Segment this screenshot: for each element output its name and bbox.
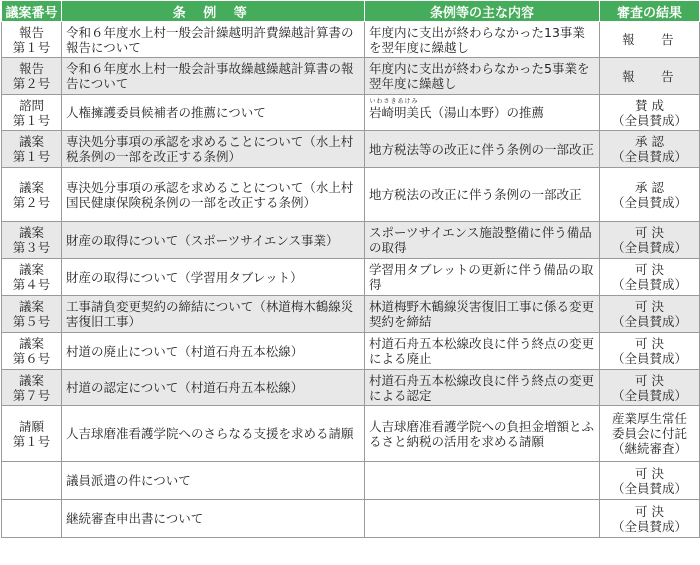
table-row: [2, 296, 700, 333]
row-result: 賛 成 （全員賛成）: [600, 95, 700, 131]
ruby-reading: いわさきあけみ: [369, 98, 419, 105]
row-result: 可 決 （全員賛成）: [600, 222, 700, 259]
row-title: 村道の廃止について（村道石舟五本松線）: [62, 333, 365, 370]
nominee-detail: 氏（湯山本野）の推薦: [419, 105, 545, 120]
row-number: 議案 第６号: [2, 333, 62, 370]
row-number: 諮問 第１号: [2, 95, 62, 131]
header-result: 審査の結果: [600, 1, 700, 22]
row-result: 可 決 （全員賛成）: [600, 500, 700, 538]
proceedings-table: [1, 0, 700, 538]
row-result: 可 決 （全員賛成）: [600, 259, 700, 296]
row-title: 議員派遣の件について: [62, 462, 365, 500]
table-row: [2, 22, 700, 58]
row-content: 林道梅野木鶴線災害復旧工事に係る変更契約を締結: [365, 296, 600, 333]
name-with-ruby: [369, 98, 420, 120]
row-result: 報 告: [600, 58, 700, 95]
row-title: 令和６年度水上村一般会計繰越明許費繰越計算書の報告について: [62, 22, 365, 58]
row-content: [365, 500, 600, 538]
table-row: [2, 222, 700, 259]
row-number: 報告 第１号: [2, 22, 62, 58]
row-title: 人権擁護委員候補者の推薦について: [62, 95, 365, 131]
row-title: 村道の認定について（村道石舟五本松線）: [62, 370, 365, 406]
row-content: 村道石舟五本松線改良に伴う終点の変更による認定: [365, 370, 600, 406]
row-result: 報 告: [600, 22, 700, 58]
table-row: [2, 500, 700, 538]
row-content: 人吉球磨准看護学院への負担金増額とふるさと納税の活用を求める請願: [365, 406, 600, 462]
row-title: 専決処分事項の承認を求めることについて（水上村国民健康保険税条例の一部を改正する条例）: [62, 168, 365, 222]
row-number: 議案 第４号: [2, 259, 62, 296]
table-row: [2, 168, 700, 222]
header-number: 議案番号: [2, 1, 62, 22]
row-title: 継続審査申出書について: [62, 500, 365, 538]
row-title: 工事請負変更契約の締結について（林道梅木鶴線災害復旧工事）: [62, 296, 365, 333]
row-content: 年度内に支出が終わらなかった13事業を翌年度に繰越し: [365, 22, 600, 58]
row-content: 学習用タブレットの更新に伴う備品の取得: [365, 259, 600, 296]
row-number: 議案 第１号: [2, 131, 62, 168]
row-result: 可 決 （全員賛成）: [600, 370, 700, 406]
row-number: 議案 第３号: [2, 222, 62, 259]
row-content: 村道石舟五本松線改良に伴う終点の変更による廃止: [365, 333, 600, 370]
row-result: 可 決 （全員賛成）: [600, 296, 700, 333]
row-title: 人吉球磨准看護学院へのさらなる支援を求める請願: [62, 406, 365, 462]
header-content: 条例等の主な内容: [365, 1, 600, 22]
row-content: 地方税法の改正に伴う条例の一部改正: [365, 168, 600, 222]
row-number: 議案 第２号: [2, 168, 62, 222]
nominee-name: 岩崎明美: [369, 105, 420, 120]
row-content: [365, 95, 600, 131]
row-result: 可 決 （全員賛成）: [600, 333, 700, 370]
row-result: 可 決 （全員賛成）: [600, 462, 700, 500]
row-number: [2, 462, 62, 500]
row-number: [2, 500, 62, 538]
row-title: 令和６年度水上村一般会計事故繰越繰越計算書の報告について: [62, 58, 365, 95]
table-row: [2, 131, 700, 168]
row-result: 承 認 （全員賛成）: [600, 131, 700, 168]
table-row: [2, 462, 700, 500]
row-content: 年度内に支出が終わらなかった5事業を翌年度に繰越し: [365, 58, 600, 95]
row-title: 財産の取得について（学習用タブレット）: [62, 259, 365, 296]
row-number: 請願 第１号: [2, 406, 62, 462]
table-row: [2, 95, 700, 131]
row-number: 議案 第５号: [2, 296, 62, 333]
row-number: 報告 第２号: [2, 58, 62, 95]
row-title: 専決処分事項の承認を求めることについて（水上村税条例の一部を改正する条例）: [62, 131, 365, 168]
row-content: [365, 462, 600, 500]
row-result: 産業厚生常任 委員会に付託 （継続審査）: [600, 406, 700, 462]
row-result: 承 認 （全員賛成）: [600, 168, 700, 222]
row-title: 財産の取得について（スポーツサイエンス事業）: [62, 222, 365, 259]
table-row: [2, 333, 700, 370]
table-row: [2, 259, 700, 296]
row-content: 地方税法等の改正に伴う条例の一部改正: [365, 131, 600, 168]
table-row: [2, 406, 700, 462]
table-header-row: [2, 1, 700, 22]
row-number: 議案 第７号: [2, 370, 62, 406]
table-row: [2, 58, 700, 95]
row-content: スポーツサイエンス施設整備に伴う備品の取得: [365, 222, 600, 259]
table-row: [2, 370, 700, 406]
header-title: 条 例 等: [62, 1, 365, 22]
